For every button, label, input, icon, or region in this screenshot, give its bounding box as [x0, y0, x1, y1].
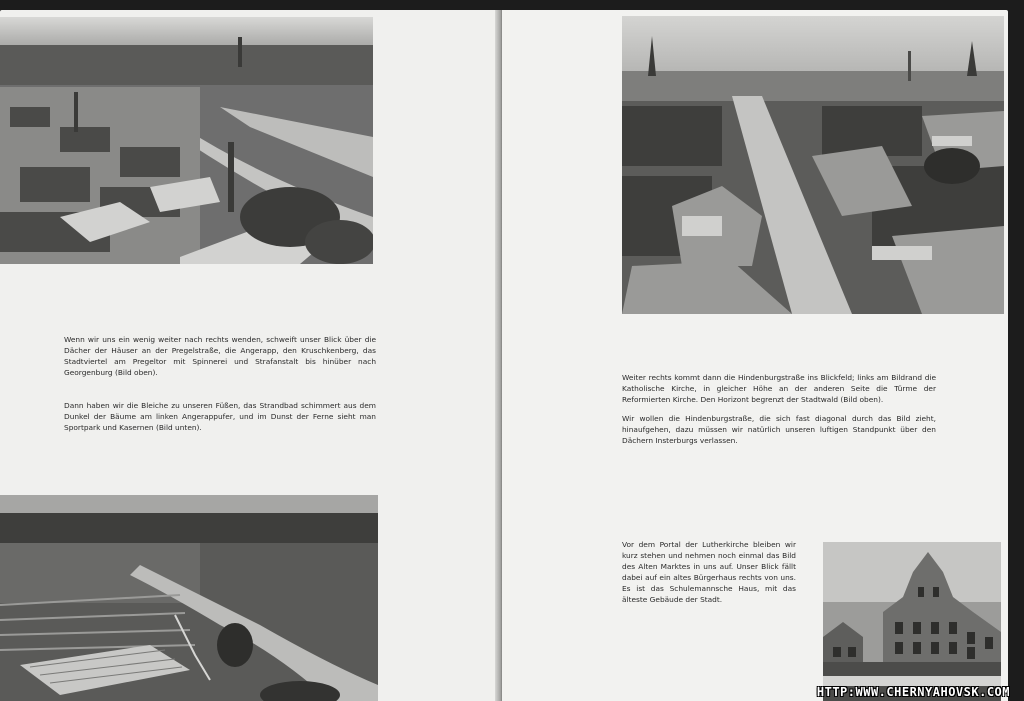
right-paragraph-1: Weiter rechts kommt dann die Hindenburgstraße ins Blickfeld; links am Bildrand die Katholische Kirche, in gleicher Höhe an der anderen Seite die Türme der Reformierten Kirche. Den Horizont begrenzt der Stadtwald (Bild oben). [622, 373, 936, 404]
left-paragraph-2: Dann haben wir die Bleiche zu unseren Füßen, das Strandbad schimmert aus dem Dunkel der Bäume am linken Angerappufer, und im Dunst der Ferne sieht man Sportpark und Kasernen (Bild unten). [64, 401, 376, 432]
photo-hindenburgstrasse [622, 16, 1004, 314]
photo-schulemannsches-haus [823, 542, 1001, 701]
right-paragraph-2: Wir wollen die Hindenburgstraße, die sich fast diagonal durch das Bild zieht, hinaufgehen, dazu müssen wir natürlich unseren luftigen Standpunkt über den Dächern Insterburgs verlassen. [622, 414, 936, 445]
photo-river-valley [0, 495, 378, 701]
photo-rooftops-river [0, 17, 373, 264]
watermark-url: HTTP:WWW.CHERNYAHOVSK.COM [816, 685, 1010, 699]
right-paragraph-3: Vor dem Portal der Lutherkirche bleiben wir kurz stehen und nehmen noch einmal das Bild des Alten Marktes in uns auf. Unser Blick fällt dabei auf ein altes Bürgerhaus rechts von uns. Es ist das Schulemannsche Haus, mit das älteste Gebäude der Stadt. [622, 540, 796, 604]
left-paragraph-1: Wenn wir uns ein wenig weiter nach rechts wenden, schweift unser Blick über die Dächer der Häuser an der Pregelstraße, die Angerapp, den Kruschkenberg, das Stadtviertel am Pregeltor mit Spinnerei und Strafanstalt bis hinüber nach Georgenburg (Bild oben). [64, 335, 376, 377]
left-page [0, 10, 500, 701]
right-page [502, 10, 1008, 701]
